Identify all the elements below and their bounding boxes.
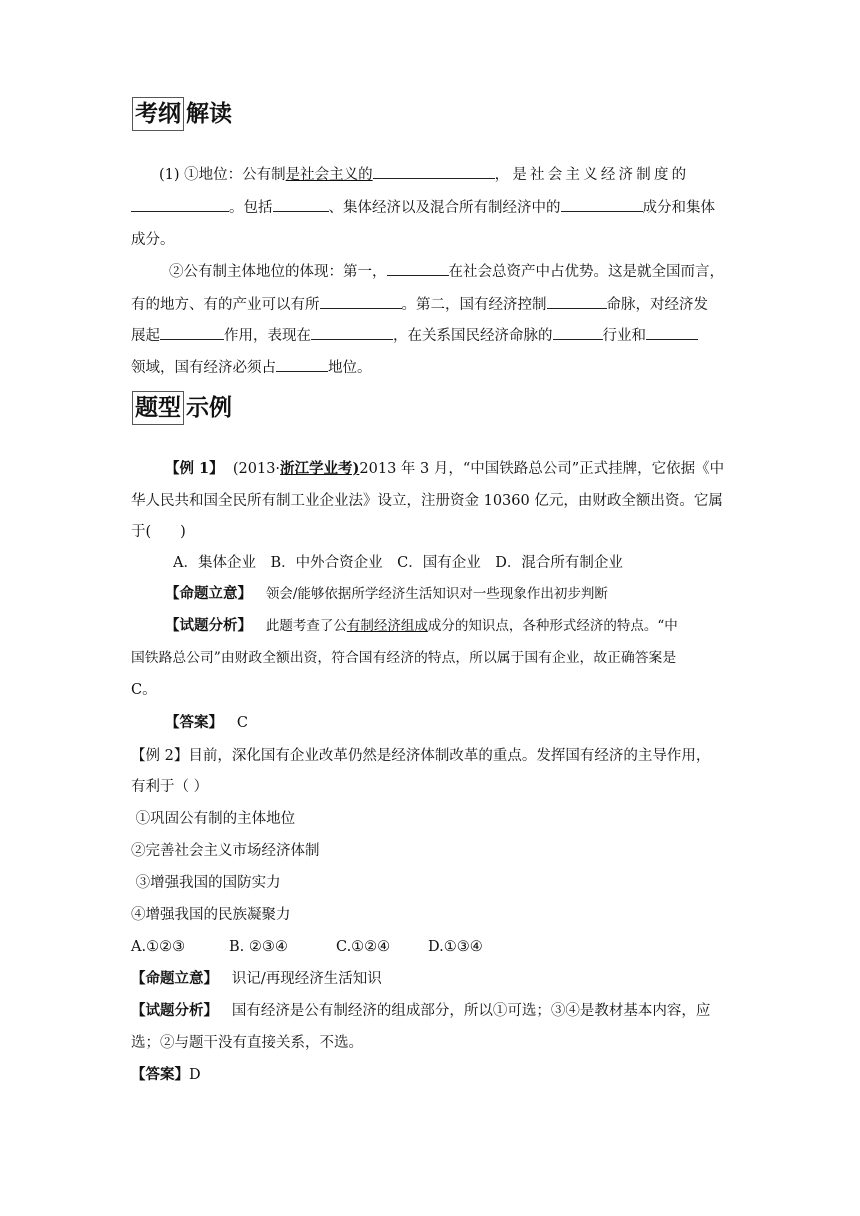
example-label: 【例 1】 xyxy=(165,460,224,477)
ex1-intent: 【命题立意】 领会/能够依据所学经济生活知识对一些现象作出初步判断 xyxy=(165,585,608,602)
blank xyxy=(273,197,329,212)
blank xyxy=(311,325,393,340)
heading-text: 示例 xyxy=(186,394,232,421)
ex1-analysis-1: 【试题分析】 此题考查了公有制经济组成成分的知识点，各种形式经济的特点。“中 xyxy=(165,617,678,634)
ex1-answer: 【答案】 C xyxy=(165,714,248,731)
ex2-line-1: 【例 2】目前，深化国有企业改革仍然是经济体制改革的重点。发挥国有经济的主导作用， xyxy=(131,748,711,764)
blank xyxy=(131,197,229,212)
ex1-analysis-3: C。 xyxy=(131,682,157,698)
p1-line-2: 。包括 、集体经济以及混合所有制经济中的 成分和集体 xyxy=(131,197,731,219)
ex2-intent: 【命题立意】 识记/再现经济生活知识 xyxy=(131,970,382,987)
ex1-line-2: 华人民共和国全民所有制工业企业法》设立，注册资金 10360 亿元，由财政全额出资。它属 xyxy=(131,493,723,509)
p1-line-1: (1) ①地位：公有制是社会主义的 ，是社会主义经济制度的 xyxy=(131,164,731,186)
blank xyxy=(160,325,224,340)
section-heading-outline xyxy=(132,96,232,132)
ex2-answer: 【答案】D xyxy=(131,1066,201,1083)
blank xyxy=(373,164,495,179)
blank xyxy=(547,294,607,309)
ex2-statement-3: ③增强我国的国防实力 xyxy=(131,875,281,891)
blank xyxy=(561,197,643,212)
heading-text: 解读 xyxy=(186,100,232,127)
ex2-statement-2: ②完善社会主义市场经济体制 xyxy=(131,843,320,859)
p2-line-4: 领域，国有经济必须占 地位。 xyxy=(131,357,731,379)
p1-line-3: 成分。 xyxy=(131,232,175,248)
p2-line-3: 展起 作用，表现在 ，在关系国民经济命脉的 行业和 xyxy=(131,325,731,347)
heading-boxed-text: 题型 xyxy=(132,391,184,425)
p2-line-2: 有的地方、有的产业可以有所 。第二，国有经济控制 命脉，对经济发 xyxy=(131,294,731,316)
ex2-analysis-1: 【试题分析】 国有经济是公有制经济的组成部分，所以①可选；③④是教材基本内容，应 xyxy=(131,1002,711,1019)
ex1-line-1: 【例 1】 (2013·浙江学业考)2013 年 3 月，“中国铁路总公司”正式挂牌，它依据《中 xyxy=(165,460,725,477)
ex2-statement-4: ④增强我国的民族凝聚力 xyxy=(131,907,291,923)
blank xyxy=(276,357,328,372)
blank xyxy=(646,325,698,340)
blank xyxy=(387,261,449,276)
blank xyxy=(320,294,402,309)
blank xyxy=(553,325,603,340)
ex2-statement-1: ①巩固公有制的主体地位 xyxy=(131,811,296,827)
heading-boxed-text: 考纲 xyxy=(132,97,184,131)
ex2-line-2: 有利于（ ） xyxy=(131,779,209,795)
section-heading-examples xyxy=(132,390,232,426)
p2-line-1: ②公有制主体地位的体现：第一， 在社会总资产中占优势。这是就全国而言， xyxy=(131,261,731,283)
ex1-line-3: 于( ) xyxy=(131,524,186,540)
ex2-analysis-2: 选；②与题干没有直接关系，不选。 xyxy=(131,1035,363,1051)
ex2-options: A.①②③ B. ②③④ C.①②④ D.①③④ xyxy=(131,939,483,955)
ex1-options: A．集体企业 B．中外合资企业 C．国有企业 D．混合所有制企业 xyxy=(173,555,623,571)
ex1-analysis-2: 国铁路总公司”由财政全额出资，符合国有经济的特点，所以属于国有企业，故正确答案是 xyxy=(131,650,677,666)
